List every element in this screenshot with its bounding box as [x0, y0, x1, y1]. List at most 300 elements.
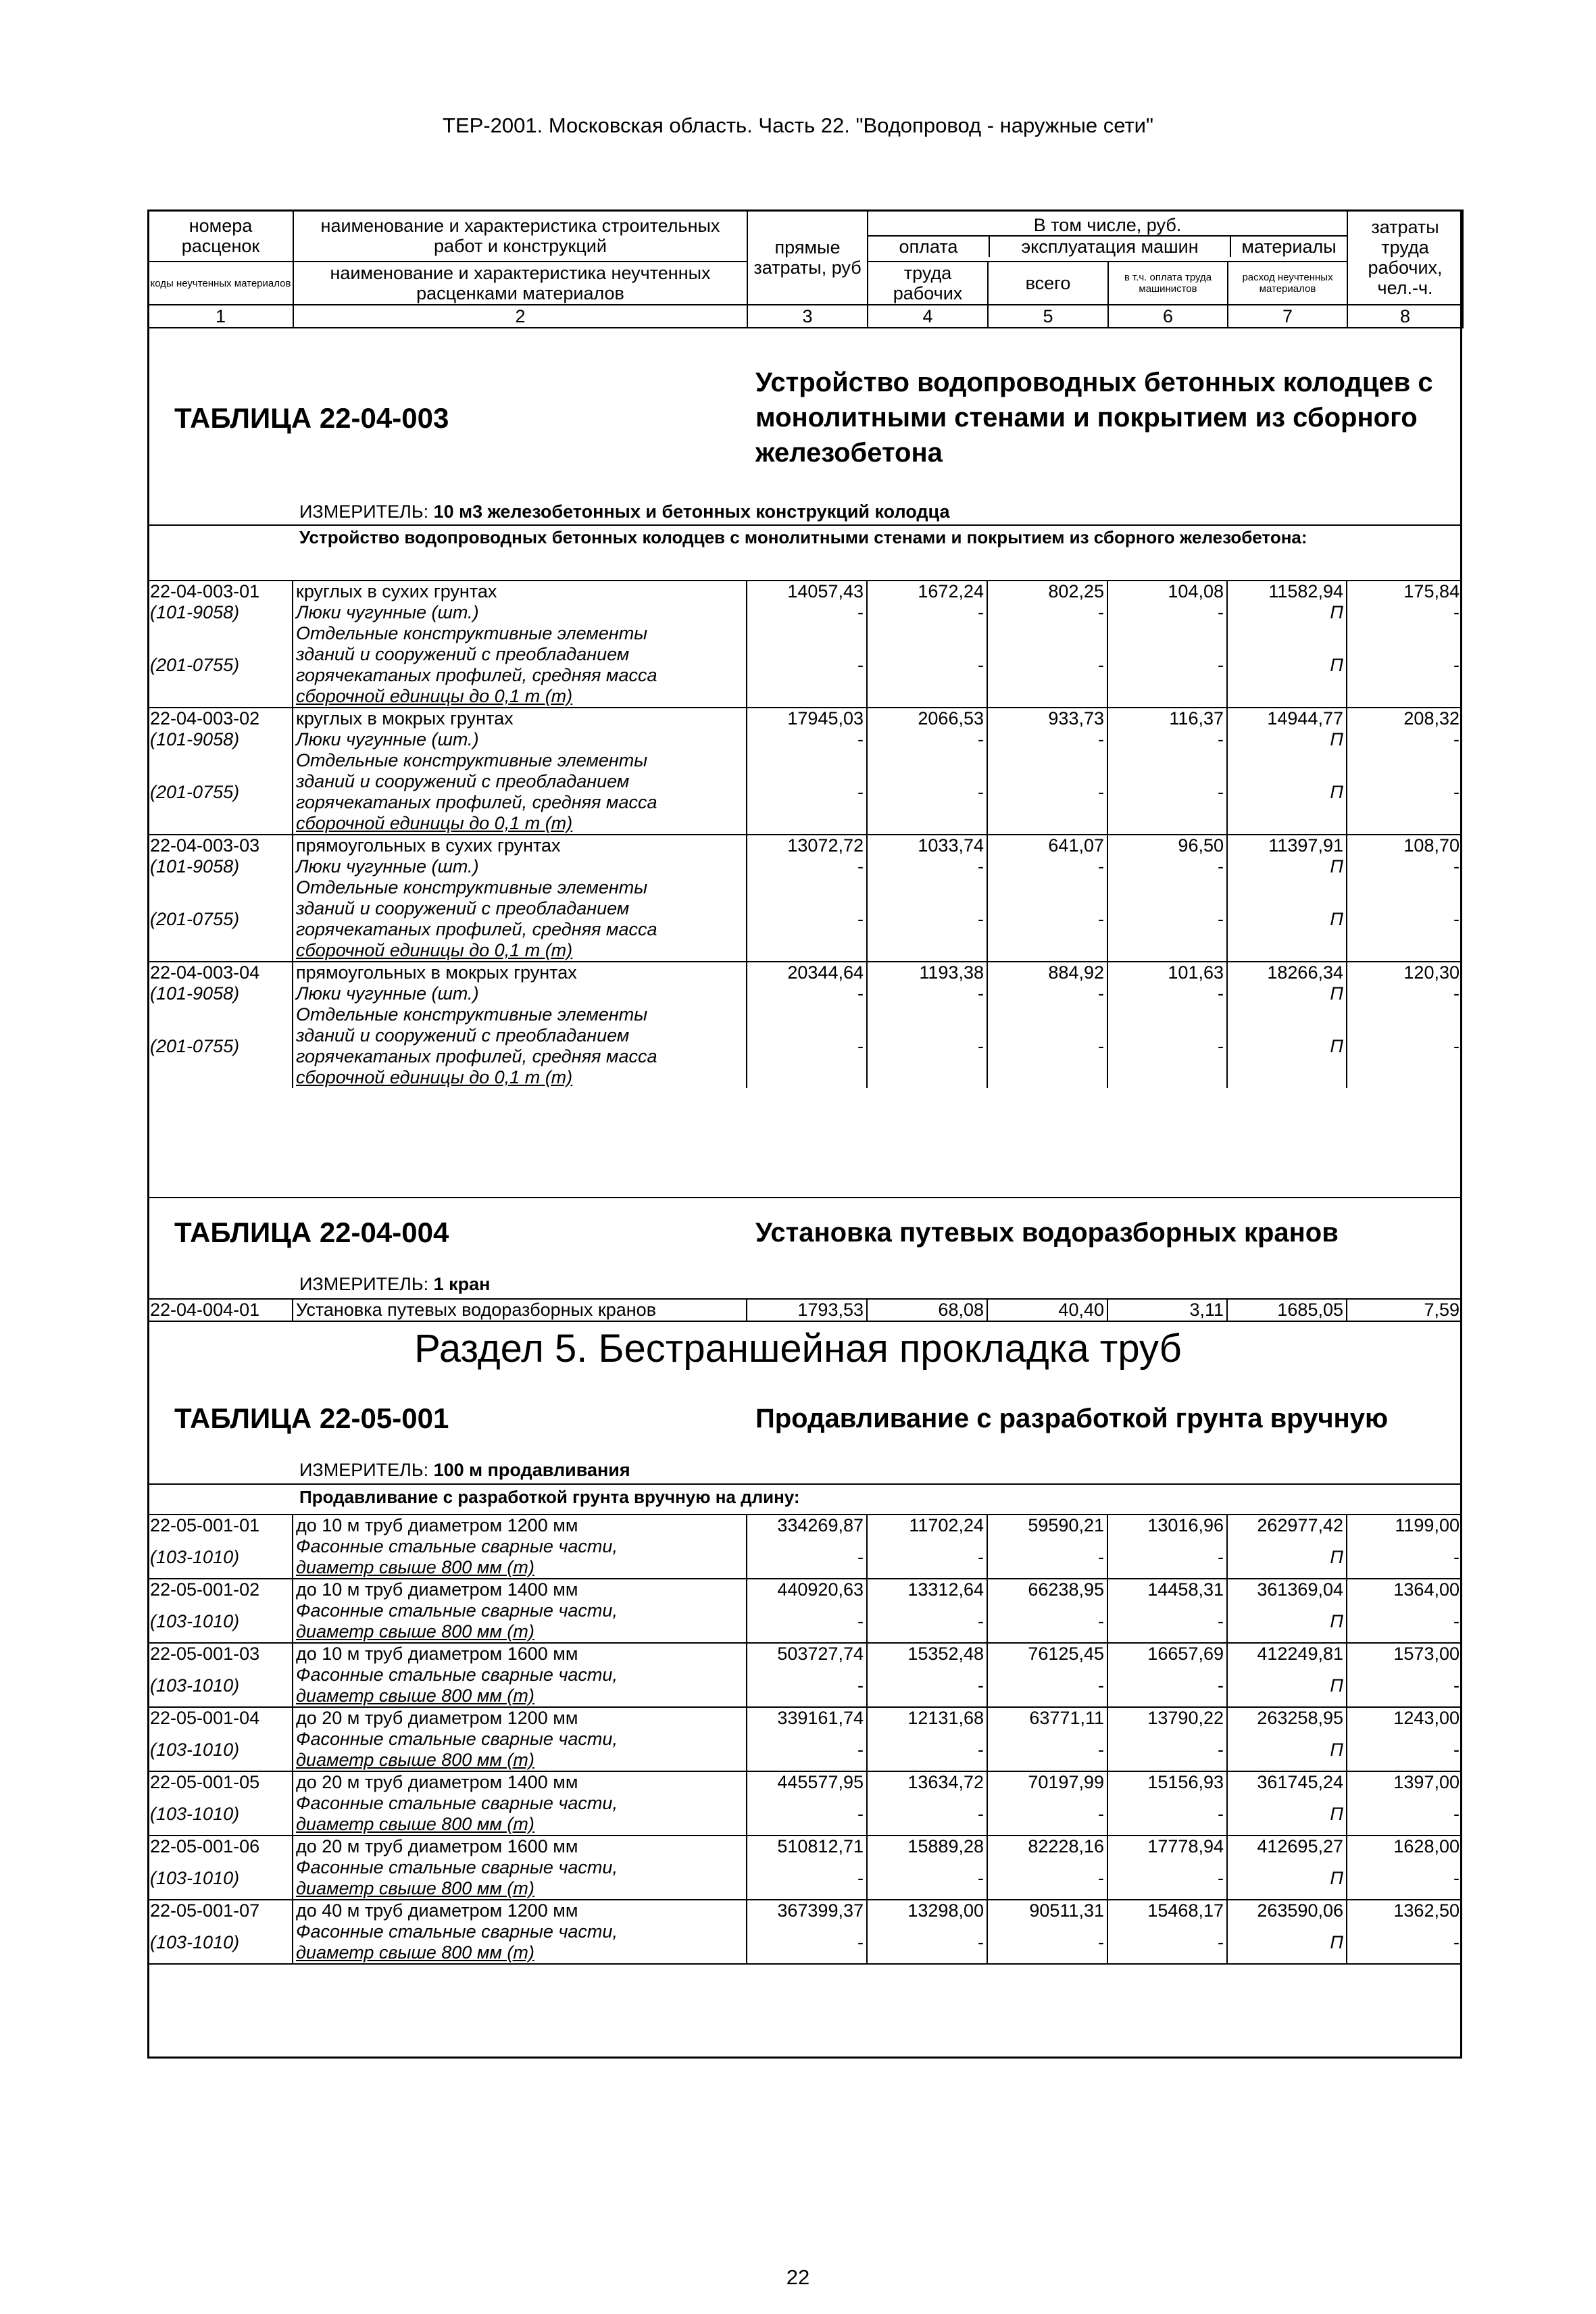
material-code: (201-0755)	[147, 877, 293, 962]
row-code: 22-05-001-01	[147, 1515, 293, 1536]
material-wages: -	[867, 1600, 987, 1643]
meter-prefix: ИЗМЕРИТЕЛЬ:	[299, 1460, 429, 1480]
material-line: сборочной единицы до 0,1 т (т)	[296, 940, 573, 960]
material-direct: -	[747, 1857, 867, 1900]
row-direct: 503727,74	[747, 1643, 867, 1665]
material-machines: -	[987, 1665, 1107, 1707]
row-code: 22-04-003-02	[147, 708, 293, 729]
material-machines-wages: -	[1107, 602, 1227, 623]
material-wages: -	[867, 1857, 987, 1900]
row-wages: 15889,28	[867, 1836, 987, 1857]
row-direct: 334269,87	[747, 1515, 867, 1536]
material-row	[147, 1857, 1462, 1900]
material-code: (103-1010)	[147, 1793, 293, 1836]
material-wages: -	[867, 856, 987, 877]
material-line: диаметр свыше 800 мм (т)	[296, 1685, 534, 1706]
material-direct: -	[747, 1004, 867, 1088]
material-machines: -	[987, 729, 1107, 750]
material-line: горячекатаных профилей, средняя масса	[296, 792, 657, 812]
material-line: Фасонные стальные сварные части,	[296, 1665, 618, 1685]
material-row	[147, 1536, 1462, 1579]
row-labor: 208,32	[1347, 708, 1462, 729]
table-004-meter	[299, 1274, 490, 1295]
divider	[147, 1483, 1462, 1485]
row-machines-wages: 96,50	[1107, 835, 1227, 856]
table-row	[147, 1771, 1462, 1793]
table-005-subhead: Продавливание с разработкой грунта вручную на длину:	[299, 1487, 800, 1507]
row-machines-wages: 116,37	[1107, 708, 1227, 729]
meter-value: 1 кран	[433, 1274, 491, 1294]
row-machines-wages: 101,63	[1107, 962, 1227, 983]
row-machines: 40,40	[987, 1299, 1107, 1321]
row-code: 22-05-001-03	[147, 1643, 293, 1665]
material-direct: -	[747, 1536, 867, 1579]
row-code: 22-05-001-07	[147, 1900, 293, 1921]
material-line: Отдельные конструктивные элементы	[296, 877, 648, 897]
material-labor: -	[1453, 654, 1460, 675]
document-header: ТЕР-2001. Московская область. Часть 22. "Водопровод - наружные сети"	[443, 114, 1153, 137]
material-code: (103-1010)	[147, 1729, 293, 1771]
row-direct: 339161,74	[747, 1707, 867, 1729]
material-name	[293, 1536, 747, 1579]
row-wages: 15352,48	[867, 1643, 987, 1665]
divider	[147, 524, 1462, 526]
table-004-title: Установка путевых водоразборных кранов	[755, 1218, 1339, 1248]
row-code: 22-04-004-01	[147, 1299, 293, 1321]
col-num-1: 1	[148, 305, 293, 328]
material-code: (201-0755)	[147, 750, 293, 835]
row-code: 22-05-001-04	[147, 1707, 293, 1729]
material-p: П	[1227, 983, 1347, 1004]
section-title: Раздел 5. Бестраншейная прокладка труб	[414, 1327, 1182, 1371]
material-line: горячекатаных профилей, средняя масса	[296, 1046, 657, 1066]
material-line: зданий и сооружений с преобладанием	[296, 644, 630, 664]
col-materials-sub-header: расход неучтенных материалов	[1228, 262, 1347, 305]
material-line: Фасонные стальные сварные части,	[296, 1536, 618, 1556]
table-row	[147, 1643, 1462, 1665]
material-row	[147, 983, 1462, 1004]
material-machines: -	[987, 856, 1107, 877]
material-line: диаметр свыше 800 мм (т)	[296, 1621, 534, 1642]
row-name: прямоугольных в мокрых грунтах	[293, 962, 747, 983]
material-p: П	[1227, 877, 1347, 962]
row-machines: 66238,95	[987, 1579, 1107, 1600]
material-name	[293, 750, 747, 835]
material-p: П	[1227, 1665, 1347, 1707]
material-code: (103-1010)	[147, 1665, 293, 1707]
row-machines-wages: 15156,93	[1107, 1771, 1227, 1793]
material-direct: -	[747, 750, 867, 835]
row-labor: 1362,50	[1347, 1900, 1462, 1921]
table-row	[147, 581, 1462, 602]
table-003-title: Устройство водопроводных бетонных колодцев с монолитными стенами и покрытием из сборного железобетона	[755, 368, 1433, 468]
material-wages: -	[867, 983, 987, 1004]
material-code: (103-1010)	[147, 1921, 293, 1964]
row-machines: 802,25	[987, 581, 1107, 602]
material-name: Люки чугунные (шт.)	[293, 602, 747, 623]
row-name: до 10 м труб диаметром 1400 мм	[293, 1579, 747, 1600]
row-code: 22-04-003-01	[147, 581, 293, 602]
col-incl-header-wrap	[868, 210, 1347, 262]
row-wages: 1033,74	[867, 835, 987, 856]
material-p: П	[1227, 1857, 1347, 1900]
col-wages-sub-header: труда рабочих	[868, 262, 988, 305]
row-wages: 13634,72	[867, 1771, 987, 1793]
material-line: Фасонные стальные сварные части,	[296, 1600, 618, 1621]
row-direct: 14057,43	[747, 581, 867, 602]
material-labor: -	[1453, 1803, 1460, 1824]
material-direct: -	[747, 729, 867, 750]
row-machines: 90511,31	[987, 1900, 1107, 1921]
row-name: до 20 м труб диаметром 1400 мм	[293, 1771, 747, 1793]
column-header-table	[147, 210, 1464, 328]
row-code: 22-05-001-02	[147, 1579, 293, 1600]
row-name: круглых в мокрых грунтах	[293, 708, 747, 729]
row-materials: 14944,77	[1227, 708, 1347, 729]
table-003-meter	[299, 501, 950, 522]
material-labor: -	[1453, 1739, 1460, 1760]
row-materials: 18266,34	[1227, 962, 1347, 983]
row-labor: 120,30	[1347, 962, 1462, 983]
row-direct: 440920,63	[747, 1579, 867, 1600]
material-wages: -	[867, 1004, 987, 1088]
material-row	[147, 1921, 1462, 1964]
table-004-body	[147, 1298, 1462, 1322]
material-p: П	[1227, 1004, 1347, 1088]
material-machines-wages: -	[1107, 1729, 1227, 1771]
row-wages: 13298,00	[867, 1900, 987, 1921]
material-name: Люки чугунные (шт.)	[293, 729, 747, 750]
col-machines-header: эксплуатация машин	[990, 237, 1231, 257]
row-direct: 367399,37	[747, 1900, 867, 1921]
material-line: Отдельные конструктивные элементы	[296, 750, 648, 770]
material-line: диаметр свыше 800 мм (т)	[296, 1942, 534, 1963]
material-name: Люки чугунные (шт.)	[293, 983, 747, 1004]
col-materials-header: материалы	[1241, 237, 1337, 257]
row-direct: 510812,71	[747, 1836, 867, 1857]
table-row	[147, 708, 1462, 729]
material-wages: -	[867, 623, 987, 708]
material-line: зданий и сооружений с преобладанием	[296, 1025, 630, 1045]
material-direct: -	[747, 1665, 867, 1707]
row-machines: 63771,11	[987, 1707, 1107, 1729]
row-machines: 59590,21	[987, 1515, 1107, 1536]
row-labor: 1243,00	[1347, 1707, 1462, 1729]
row-wages: 11702,24	[867, 1515, 987, 1536]
material-labor: -	[1453, 781, 1460, 802]
material-row	[147, 623, 1462, 708]
row-machines-wages: 13016,96	[1107, 1515, 1227, 1536]
material-machines: -	[987, 1729, 1107, 1771]
material-labor: -	[1453, 1867, 1460, 1888]
table-003-subhead: Устройство водопроводных бетонных колодцев с монолитными стенами и покрытием из сборного железобетона:	[299, 527, 1307, 547]
material-p: П	[1227, 1729, 1347, 1771]
material-wages: -	[867, 877, 987, 962]
material-direct: -	[747, 1793, 867, 1836]
material-code: (101-9058)	[147, 983, 293, 1004]
col-num-6: 6	[1108, 305, 1228, 328]
material-p: П	[1227, 1600, 1347, 1643]
material-row	[147, 1600, 1462, 1643]
material-code: (103-1010)	[147, 1600, 293, 1643]
material-code: (101-9058)	[147, 729, 293, 750]
material-name	[293, 1921, 747, 1964]
material-line: Отдельные конструктивные элементы	[296, 623, 648, 643]
row-name: до 20 м труб диаметром 1200 мм	[293, 1707, 747, 1729]
material-p: П	[1227, 1793, 1347, 1836]
material-line: диаметр свыше 800 мм (т)	[296, 1750, 534, 1770]
material-name	[293, 1004, 747, 1088]
material-direct: -	[747, 856, 867, 877]
material-labor: -	[1453, 1675, 1460, 1696]
col-direct-header: прямые затраты, руб	[747, 210, 868, 305]
row-materials: 412249,81	[1227, 1643, 1347, 1665]
table-003	[147, 580, 1462, 1088]
row-name: прямоугольных в сухих грунтах	[293, 835, 747, 856]
col-num-2: 2	[293, 305, 747, 328]
col-code-sub-header: коды неучтенных материалов	[148, 262, 293, 305]
row-machines-wages: 16657,69	[1107, 1643, 1227, 1665]
table-row	[147, 1515, 1462, 1536]
material-name	[293, 1729, 747, 1771]
row-labor: 1397,00	[1347, 1771, 1462, 1793]
col-incl-header: В том числе, руб.	[868, 215, 1347, 237]
material-row	[147, 877, 1462, 962]
material-code: (201-0755)	[147, 623, 293, 708]
material-labor: -	[1453, 983, 1460, 1004]
row-name: Установка путевых водоразборных кранов	[293, 1299, 747, 1321]
row-labor: 7,59	[1347, 1299, 1462, 1321]
material-wages: -	[867, 729, 987, 750]
row-machines-wages: 104,08	[1107, 581, 1227, 602]
row-machines: 76125,45	[987, 1643, 1107, 1665]
material-name	[293, 1793, 747, 1836]
row-code: 22-05-001-05	[147, 1771, 293, 1793]
material-labor: -	[1453, 1610, 1460, 1631]
material-line: диаметр свыше 800 мм (т)	[296, 1878, 534, 1898]
row-name: круглых в сухих грунтах	[293, 581, 747, 602]
material-machines: -	[987, 623, 1107, 708]
material-labor: -	[1453, 1546, 1460, 1567]
material-p: П	[1227, 1536, 1347, 1579]
material-row	[147, 1729, 1462, 1771]
material-machines: -	[987, 602, 1107, 623]
row-labor: 1573,00	[1347, 1643, 1462, 1665]
material-machines: -	[987, 1004, 1107, 1088]
material-machines-wages: -	[1107, 623, 1227, 708]
material-machines: -	[987, 750, 1107, 835]
material-p: П	[1227, 729, 1347, 750]
material-p: П	[1227, 750, 1347, 835]
material-wages: -	[867, 1665, 987, 1707]
row-wages: 68,08	[867, 1299, 987, 1321]
material-code: (101-9058)	[147, 602, 293, 623]
row-machines-wages: 15468,17	[1107, 1900, 1227, 1921]
material-line: Отдельные конструктивные элементы	[296, 1004, 648, 1025]
material-labor: -	[1453, 856, 1460, 877]
divider	[147, 1197, 1462, 1198]
col-num-5: 5	[988, 305, 1108, 328]
material-line: горячекатаных профилей, средняя масса	[296, 665, 657, 685]
material-row	[147, 602, 1462, 623]
material-machines-wages: -	[1107, 1600, 1227, 1643]
row-labor: 1364,00	[1347, 1579, 1462, 1600]
col-num-8: 8	[1347, 305, 1463, 328]
table-003-label: ТАБЛИЦА 22-04-003	[174, 402, 449, 434]
row-wages: 1193,38	[867, 962, 987, 983]
col-labor-header: затраты труда рабочих, чел.-ч.	[1347, 210, 1463, 305]
material-line: горячекатаных профилей, средняя масса	[296, 919, 657, 939]
row-materials: 11397,91	[1227, 835, 1347, 856]
material-machines: -	[987, 1793, 1107, 1836]
row-direct: 20344,64	[747, 962, 867, 983]
material-row	[147, 1793, 1462, 1836]
page-number: 22	[786, 2265, 810, 2289]
material-labor: -	[1453, 729, 1460, 749]
material-line: Фасонные стальные сварные части,	[296, 1857, 618, 1877]
material-machines-wages: -	[1107, 877, 1227, 962]
material-p: П	[1227, 1921, 1347, 1964]
row-wages: 12131,68	[867, 1707, 987, 1729]
material-line: зданий и сооружений с преобладанием	[296, 898, 630, 918]
row-machines-wages: 13790,22	[1107, 1707, 1227, 1729]
table-005-body	[147, 1514, 1462, 1965]
material-direct: -	[747, 983, 867, 1004]
col-num-4: 4	[868, 305, 988, 328]
material-line: сборочной единицы до 0,1 т (т)	[296, 1067, 573, 1087]
material-labor: -	[1453, 1931, 1460, 1952]
table-005-title: Продавливание с разработкой грунта вручную	[755, 1404, 1389, 1433]
meter-value: 10 м3 железобетонных и бетонных конструкций колодца	[433, 501, 950, 522]
material-machines-wages: -	[1107, 1921, 1227, 1964]
table-004-label: ТАБЛИЦА 22-04-004	[174, 1216, 449, 1248]
material-machines: -	[987, 1857, 1107, 1900]
col-num-7: 7	[1228, 305, 1347, 328]
row-materials: 263258,95	[1227, 1707, 1347, 1729]
row-machines: 933,73	[987, 708, 1107, 729]
table-row	[147, 1579, 1462, 1600]
col-machines-total-header: всего	[988, 262, 1108, 305]
material-labor: -	[1453, 1035, 1460, 1056]
table-row	[147, 1900, 1462, 1921]
row-materials: 11582,94	[1227, 581, 1347, 602]
material-direct: -	[747, 1729, 867, 1771]
material-row	[147, 1665, 1462, 1707]
row-machines: 70197,99	[987, 1771, 1107, 1793]
row-labor: 1628,00	[1347, 1836, 1462, 1857]
col-num-3: 3	[747, 305, 868, 328]
row-machines: 641,07	[987, 835, 1107, 856]
material-machines: -	[987, 983, 1107, 1004]
material-row	[147, 1004, 1462, 1088]
material-machines: -	[987, 1536, 1107, 1579]
table-005-meter	[299, 1460, 630, 1481]
col-machines-wages-header: в т.ч. оплата труда машинистов	[1108, 262, 1228, 305]
row-materials: 262977,42	[1227, 1515, 1347, 1536]
material-machines-wages: -	[1107, 1004, 1227, 1088]
material-p: П	[1227, 856, 1347, 877]
row-machines: 82228,16	[987, 1836, 1107, 1857]
material-wages: -	[867, 1793, 987, 1836]
material-row	[147, 750, 1462, 835]
material-wages: -	[867, 1536, 987, 1579]
meter-prefix: ИЗМЕРИТЕЛЬ:	[299, 501, 429, 522]
material-line: сборочной единицы до 0,1 т (т)	[296, 813, 573, 833]
row-labor: 175,84	[1347, 581, 1462, 602]
row-materials: 361369,04	[1227, 1579, 1347, 1600]
col-name-header: наименование и характеристика строительных работ и конструкций	[293, 210, 747, 262]
material-row	[147, 856, 1462, 877]
material-row	[147, 729, 1462, 750]
row-machines-wages: 3,11	[1107, 1299, 1227, 1321]
row-labor: 1199,00	[1347, 1515, 1462, 1536]
row-labor: 108,70	[1347, 835, 1462, 856]
row-code: 22-04-003-03	[147, 835, 293, 856]
table-003-body	[147, 580, 1462, 1088]
material-machines: -	[987, 877, 1107, 962]
material-machines: -	[987, 1921, 1107, 1964]
material-machines-wages: -	[1107, 750, 1227, 835]
row-code: 22-04-003-04	[147, 962, 293, 983]
material-name	[293, 1600, 747, 1643]
material-machines-wages: -	[1107, 1793, 1227, 1836]
material-line: диаметр свыше 800 мм (т)	[296, 1557, 534, 1577]
material-code: (103-1010)	[147, 1536, 293, 1579]
material-line: Фасонные стальные сварные части,	[296, 1729, 618, 1749]
row-name: до 10 м труб диаметром 1200 мм	[293, 1515, 747, 1536]
row-wages: 2066,53	[867, 708, 987, 729]
row-materials: 361745,24	[1227, 1771, 1347, 1793]
material-line: диаметр свыше 800 мм (т)	[296, 1814, 534, 1834]
row-direct: 445577,95	[747, 1771, 867, 1793]
material-direct: -	[747, 877, 867, 962]
row-direct: 1793,53	[747, 1299, 867, 1321]
material-direct: -	[747, 602, 867, 623]
material-machines-wages: -	[1107, 729, 1227, 750]
table-row	[147, 1707, 1462, 1729]
row-name: до 20 м труб диаметром 1600 мм	[293, 1836, 747, 1857]
material-direct: -	[747, 1921, 867, 1964]
row-name: до 10 м труб диаметром 1600 мм	[293, 1643, 747, 1665]
col-code-header: номера расценок	[148, 210, 293, 262]
material-code: (201-0755)	[147, 1004, 293, 1088]
material-line: зданий и сооружений с преобладанием	[296, 771, 630, 791]
material-p: П	[1227, 602, 1347, 623]
material-machines: -	[987, 1600, 1107, 1643]
row-name: до 40 м труб диаметром 1200 мм	[293, 1900, 747, 1921]
row-wages: 13312,64	[867, 1579, 987, 1600]
material-name	[293, 877, 747, 962]
material-machines-wages: -	[1107, 1857, 1227, 1900]
meter-prefix: ИЗМЕРИТЕЛЬ:	[299, 1274, 429, 1294]
material-name: Люки чугунные (шт.)	[293, 856, 747, 877]
material-wages: -	[867, 1921, 987, 1964]
material-line: Фасонные стальные сварные части,	[296, 1921, 618, 1942]
material-p: П	[1227, 623, 1347, 708]
row-direct: 17945,03	[747, 708, 867, 729]
material-wages: -	[867, 602, 987, 623]
material-labor: -	[1453, 908, 1460, 929]
material-machines-wages: -	[1107, 856, 1227, 877]
row-wages: 1672,24	[867, 581, 987, 602]
material-name	[293, 1665, 747, 1707]
row-machines-wages: 14458,31	[1107, 1579, 1227, 1600]
table-005	[147, 1514, 1462, 1965]
row-machines: 884,92	[987, 962, 1107, 983]
table-row	[147, 1836, 1462, 1857]
table-004	[147, 1298, 1462, 1322]
table-row	[147, 835, 1462, 856]
